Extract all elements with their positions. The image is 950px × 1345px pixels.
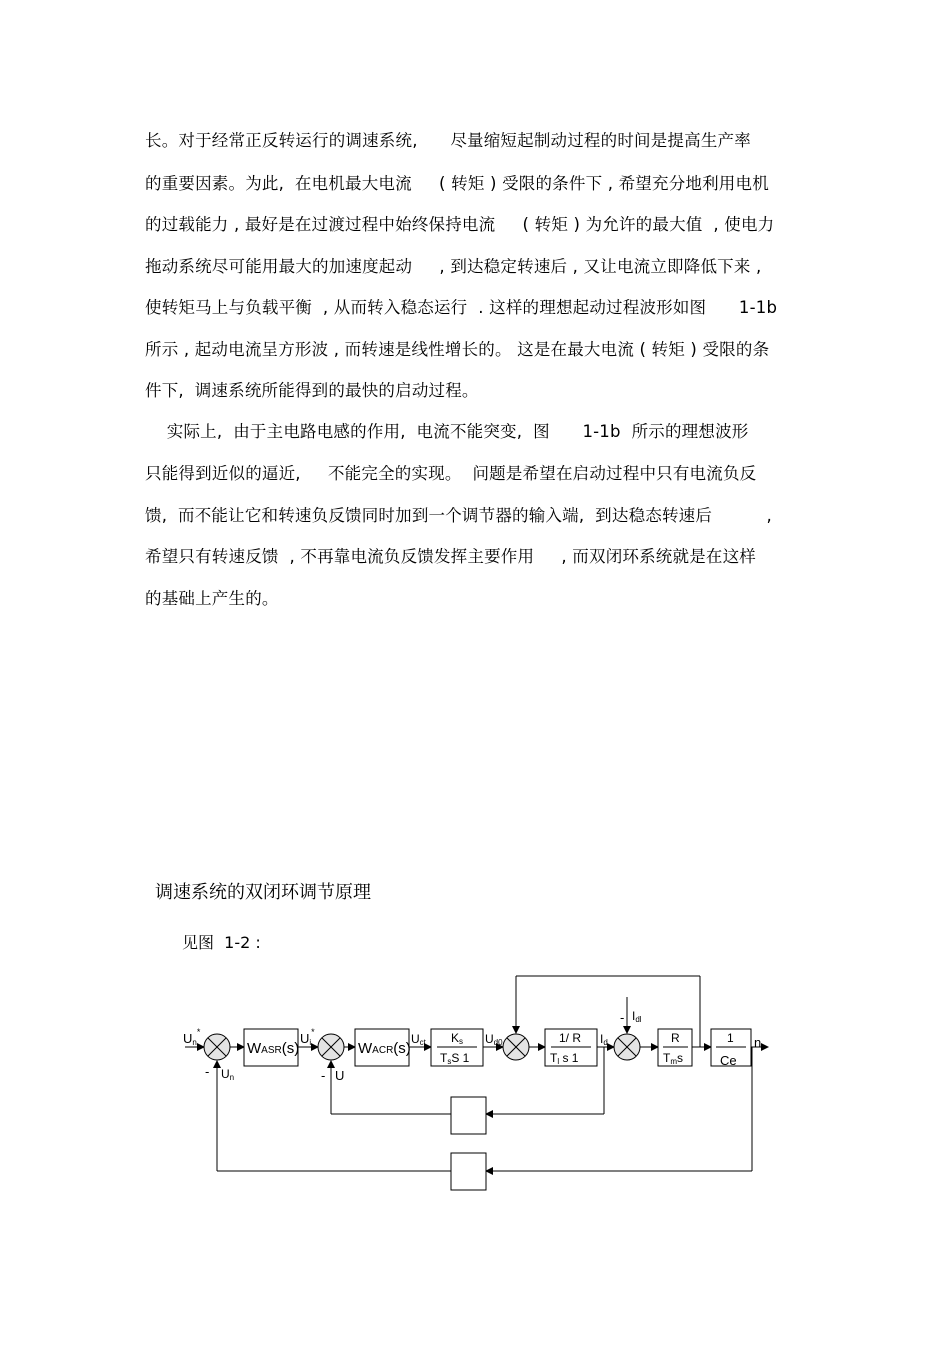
text-line: 拖动系统尽可能用最大的加速度起动 , 到达稳定转速后 , 又让电流立即降低下来 , bbox=[145, 257, 762, 276]
label-minus-3: - bbox=[620, 1010, 625, 1025]
text-line: 的基础上产生的。 bbox=[145, 589, 279, 608]
summing-junction-2 bbox=[318, 1034, 344, 1060]
text-line: 长。对于经常正反转运行的调速系统, 尽量缩短起制动过程的时间是提高生产率 bbox=[145, 131, 751, 150]
text-line: 馈, 而不能让它和转速负反馈同时加到一个调节器的输入端, 到达稳态转速后 , bbox=[145, 506, 772, 525]
ce-numerator: 1 bbox=[727, 1031, 734, 1045]
text-line: 的重要因素。为此, 在电机最大电流 ( 转矩 ) 受限的条件下 , 希望充分地利用电机 bbox=[145, 174, 769, 193]
text-line: 实际上, 由于主电路电感的作用, 电流不能突变, 图 1-1b 所示的理想波形 bbox=[145, 422, 749, 441]
label-minus-1: - bbox=[205, 1064, 210, 1079]
r2-numerator: R bbox=[671, 1031, 680, 1045]
block-diagram bbox=[0, 960, 950, 1210]
ce-denominator: Ce bbox=[720, 1053, 737, 1068]
r1-denominator: Tl s 1 bbox=[550, 1051, 579, 1066]
label-ui-feedback: U bbox=[335, 1068, 345, 1083]
r1-numerator: 1/ R bbox=[559, 1031, 582, 1045]
label-ud0: Ud0 bbox=[485, 1032, 503, 1047]
label-ui-ref: Ui* bbox=[300, 1027, 315, 1047]
summing-junction-3 bbox=[503, 1034, 529, 1060]
text-line: 希望只有转速反馈 , 不再靠电流负反馈发挥主要作用 , 而双闭环系统就是在这样 bbox=[145, 547, 756, 566]
ks-denominator: TsS 1 bbox=[440, 1051, 470, 1066]
text-line: 使转矩马上与负载平衡 , 从而转入稳态运行 . 这样的理想起动过程波形如图 1-1b bbox=[145, 298, 778, 317]
figure-reference: 见图 1-2 : bbox=[182, 933, 261, 952]
label-un-ref: Un* bbox=[183, 1027, 201, 1047]
ks-numerator: Ks bbox=[451, 1031, 464, 1046]
label-uct: Uct bbox=[411, 1032, 426, 1047]
label-id: Id bbox=[600, 1032, 608, 1047]
summing-junction-4 bbox=[614, 1034, 640, 1060]
text-line: 件下, 调速系统所能得到的最快的启动过程。 bbox=[145, 381, 479, 400]
section-heading: 调速系统的双闭环调节原理 bbox=[155, 882, 371, 903]
text-line: 所示 , 起动电流呈方形波 , 而转速是线性增长的。 这是在最大电流 ( 转矩 ) 受限的条 bbox=[145, 340, 770, 359]
block-current-feedback bbox=[451, 1097, 486, 1134]
text-line: 的过载能力 , 最好是在过渡过程中始终保持电流 ( 转矩 ) 为允许的最大值 , 使电力 bbox=[145, 215, 775, 234]
wasr-label: WASR(s) bbox=[247, 1040, 300, 1057]
wacr-label: WACR(s) bbox=[358, 1040, 411, 1057]
r2-denominator: Tms bbox=[663, 1051, 684, 1066]
block-speed-feedback bbox=[451, 1153, 486, 1190]
summing-junction-1 bbox=[204, 1034, 230, 1060]
label-un-feedback: Un bbox=[221, 1067, 235, 1082]
text-line: 只能得到近似的逼近, 不能完全的实现。 问题是希望在启动过程中只有电流负反 bbox=[145, 464, 757, 483]
label-idl: Idl bbox=[632, 1009, 642, 1024]
label-minus-2: - bbox=[321, 1068, 326, 1083]
label-n: n bbox=[754, 1035, 762, 1050]
